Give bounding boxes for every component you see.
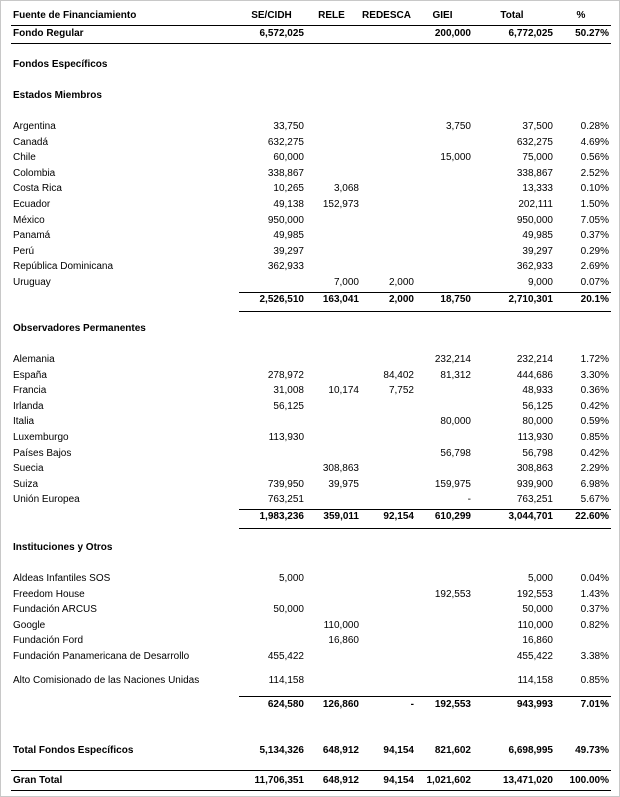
table-row-rele (304, 150, 359, 166)
table-row-percent: 5.67% (580, 494, 609, 506)
instituciones-subtotal-row (1, 697, 620, 713)
table-row-rele (304, 368, 359, 384)
table-row-se-cidh (239, 446, 304, 462)
table-row (1, 259, 620, 275)
table-row-rele (304, 119, 359, 135)
table-row-redesca (359, 135, 414, 151)
section-observadores (1, 321, 620, 337)
table-row-total: 113,930 (517, 432, 553, 443)
table-row-giei: 56,798 (440, 447, 471, 459)
table-row-percent: 0.10% (580, 183, 609, 195)
table-row (1, 244, 620, 260)
table-row (1, 673, 620, 689)
table-header-giei: GIEI (432, 10, 453, 21)
table-row-source: Aldeas Infantiles SOS (13, 573, 111, 584)
table-row-se-cidh: 632,275 (267, 136, 304, 148)
table-row-percent: 3.38% (580, 651, 609, 662)
table-row-se-cidh (239, 414, 304, 430)
table-row-source: Italia (13, 416, 35, 428)
observadores-subtotal-double-rule (239, 528, 611, 529)
fondo-regular-row-rele (304, 26, 359, 42)
table-row-rele (304, 352, 359, 368)
observadores-subtotal-row-percent: 22.60% (575, 511, 609, 522)
table-row-giei (414, 673, 471, 689)
table-row (1, 633, 620, 649)
estados-subtotal-row-se-cidh: 2,526,510 (259, 294, 304, 305)
table-row (1, 414, 620, 430)
total-especificos-row-redesca: 94,154 (383, 745, 414, 756)
table-row-percent: 0.85% (580, 675, 609, 686)
table-row-total: 48,933 (522, 385, 553, 397)
section-fondos-especificos (1, 57, 620, 73)
table-row-se-cidh: 455,422 (267, 651, 304, 662)
table-row-percent: 0.82% (580, 619, 609, 631)
table-row-se-cidh: 362,933 (267, 261, 304, 273)
table-row-redesca (359, 571, 414, 587)
table-row (1, 352, 620, 368)
estados-subtotal-row-redesca: 2,000 (388, 294, 414, 305)
table-row-rele: 308,863 (322, 463, 359, 475)
estados-subtotal-row (1, 292, 620, 308)
table-row-giei (414, 275, 471, 291)
fondo-regular-row-se-cidh: 6,572,025 (259, 28, 304, 39)
table-row-giei: 232,214 (434, 354, 471, 365)
table-row-rele: 10,174 (328, 385, 359, 397)
total-especificos-row-rele: 648,912 (322, 745, 359, 756)
table-row-redesca (359, 259, 414, 275)
table-row-rele (304, 213, 359, 229)
table-row-percent: 0.29% (580, 245, 609, 257)
table-row-se-cidh: 49,138 (273, 199, 304, 210)
total-especificos-row-source: Total Fondos Específicos (13, 745, 134, 756)
table-row-rele (304, 602, 359, 618)
table-row (1, 119, 620, 135)
table-row-redesca (359, 477, 414, 493)
table-row-se-cidh (239, 352, 304, 368)
table-row-total: 16,860 (522, 635, 553, 647)
table-row-rele (304, 259, 359, 275)
observadores-subtotal-row-se-cidh: 1,983,236 (259, 511, 304, 522)
table-row-total: 362,933 (516, 261, 553, 273)
section-instituciones-label: Instituciones y Otros (13, 542, 113, 553)
gran-total-row (1, 773, 620, 789)
table-row-source: Colombia (13, 167, 56, 179)
observadores-subtotal-row-source (13, 509, 238, 525)
table-row-se-cidh: 10,265 (273, 183, 304, 195)
table-row-total: 455,422 (516, 651, 553, 662)
table-row-total: 950,000 (516, 214, 553, 226)
estados-subtotal-row-percent: 20.1% (580, 294, 609, 305)
table-row-redesca (359, 352, 414, 368)
table-row-total: 56,798 (522, 447, 553, 459)
section-estados-miembros-label: Estados Miembros (13, 90, 102, 101)
gran-total-row-redesca: 94,154 (383, 775, 414, 786)
table-row-source: Google (13, 619, 46, 631)
table-row-se-cidh: 5,000 (278, 573, 304, 584)
estados-subtotal-row-rele: 163,041 (322, 294, 359, 305)
table-row-rele (304, 587, 359, 603)
table-row-total: 632,275 (516, 136, 553, 148)
table-row-percent: 2.52% (580, 167, 609, 179)
table-row-source: Ecuador (13, 199, 51, 210)
fondo-regular-row-giei: 200,000 (434, 28, 471, 39)
table-row-total: 80,000 (522, 416, 553, 428)
table-row-source: Perú (13, 245, 35, 257)
table-row-total: 49,985 (522, 230, 553, 242)
table-row-se-cidh: 114,158 (268, 675, 304, 686)
table-header (1, 8, 620, 24)
table-row-percent: 0.28% (580, 121, 609, 132)
table-row-percent: 7.05% (580, 214, 609, 226)
section-fondos-especificos-label: Fondos Específicos (13, 59, 108, 70)
total-especificos-row-se-cidh: 5,134,326 (259, 745, 304, 756)
instituciones-subtotal-row-total: 943,993 (516, 699, 553, 710)
table-row-redesca (359, 399, 414, 415)
table-header-se-cidh: SE/CIDH (251, 10, 292, 21)
table-row (1, 587, 620, 603)
table-row-se-cidh: 39,297 (273, 245, 304, 257)
table-row-redesca (359, 181, 414, 197)
table-row-percent: 1.50% (580, 199, 609, 210)
table-row-total: 444,686 (516, 369, 553, 381)
observadores-subtotal-row-redesca: 92,154 (383, 511, 414, 522)
table-row-source: Francia (13, 385, 47, 397)
table-row-redesca (359, 602, 414, 618)
table-row-total: 338,867 (516, 167, 553, 179)
table-row-redesca (359, 673, 414, 689)
table-row-redesca (359, 492, 414, 508)
table-row-source: Fundación Panamericana de Desarrollo (13, 651, 190, 662)
table-row-redesca (359, 197, 414, 213)
table-row-rele: 7,000 (333, 277, 359, 288)
table-row-source: Suecia (13, 463, 44, 475)
table-row-giei (414, 618, 471, 634)
table-header-total: Total (500, 10, 524, 21)
table-row-se-cidh: 763,251 (267, 494, 304, 506)
table-row-se-cidh: 950,000 (267, 214, 304, 226)
table-row-se-cidh (239, 633, 304, 649)
table-row-redesca (359, 213, 414, 229)
observadores-subtotal-row (1, 509, 620, 525)
table-row-se-cidh: 49,985 (273, 230, 304, 242)
table-row-redesca (359, 633, 414, 649)
table-row-giei (414, 649, 471, 665)
gran-total-row-rele: 648,912 (322, 775, 359, 786)
table-row-redesca (359, 587, 414, 603)
estados-subtotal-double-rule (239, 311, 611, 312)
table-row-giei (414, 571, 471, 587)
table-row-giei (414, 228, 471, 244)
table-row-percent: 3.30% (580, 369, 609, 381)
table-row (1, 618, 620, 634)
table-row-rele (304, 135, 359, 151)
section-estados-miembros (1, 88, 620, 104)
table-row-source: Costa Rica (13, 183, 62, 195)
gran-total-row-total: 13,471,020 (502, 775, 553, 786)
table-row-source: Fundación ARCUS (13, 604, 97, 616)
table-row-percent: 0.37% (580, 230, 609, 242)
table-row-percent: 4.69% (580, 136, 609, 148)
table-header-percent: % (576, 10, 586, 21)
table-row-total: 308,863 (516, 463, 553, 475)
table-row-total: 110,000 (517, 619, 553, 631)
table-row-percent: 0.36% (580, 385, 609, 397)
table-row-redesca (359, 150, 414, 166)
table-row (1, 649, 620, 665)
table-row-percent: 2.29% (580, 463, 609, 475)
table-row-percent: 0.59% (580, 416, 609, 428)
table-row-source: Freedom House (13, 588, 85, 600)
table-row-percent: 1.43% (580, 588, 609, 600)
table-row-total: 75,000 (522, 152, 553, 164)
table-row-se-cidh: 278,972 (267, 369, 304, 381)
fondo-regular-row-source: Fondo Regular (13, 28, 84, 39)
table-row-percent: 6.98% (580, 478, 609, 490)
table-row (1, 150, 620, 166)
table-row (1, 275, 620, 291)
table-row-percent: 0.56% (580, 152, 609, 164)
instituciones-subtotal-row-giei: 192,553 (434, 699, 471, 710)
table-row-se-cidh: 338,867 (267, 167, 304, 179)
table-row-source: Argentina (13, 121, 56, 132)
table-row-total: 192,553 (516, 588, 553, 600)
table-row-se-cidh: 60,000 (273, 152, 304, 164)
table-row-total: 5,000 (527, 573, 553, 584)
gran-total-row-giei: 1,021,602 (426, 775, 471, 786)
table-row-redesca (359, 166, 414, 182)
table-row-giei (414, 166, 471, 182)
table-row-rele (304, 414, 359, 430)
table-row-percent: 2.69% (580, 261, 609, 273)
table-row-redesca (359, 649, 414, 665)
table-row-source: Irlanda (13, 400, 44, 412)
table-row (1, 571, 620, 587)
table-row (1, 135, 620, 151)
table-row-total: 37,500 (522, 121, 553, 132)
table-row (1, 461, 620, 477)
table-row-percent: 0.07% (580, 277, 609, 288)
gran-total-row-se-cidh: 11,706,351 (254, 775, 304, 786)
gran-total-top-rule (11, 770, 611, 771)
table-row-giei (414, 197, 471, 213)
table-row-redesca (359, 119, 414, 135)
observadores-subtotal-row-giei: 610,299 (434, 511, 471, 522)
table-row-se-cidh: 113,930 (268, 432, 304, 443)
table-row-percent: 0.42% (580, 447, 609, 459)
table-row-giei: - (467, 494, 471, 506)
table-row-se-cidh: 739,950 (267, 478, 304, 490)
table-row-total: 939,900 (516, 478, 553, 490)
table-row-giei: 81,312 (440, 369, 471, 381)
gran-total-bottom-rule (11, 790, 611, 791)
table-row-source: Canadá (13, 136, 49, 148)
table-row-rele (304, 228, 359, 244)
table-row-source: Uruguay (13, 277, 51, 288)
table-row-se-cidh (239, 461, 304, 477)
table-row-giei (414, 181, 471, 197)
total-especificos-row-giei: 821,602 (434, 745, 471, 756)
gran-total-row-percent: 100.00% (569, 775, 609, 786)
table-row (1, 181, 620, 197)
table-row-total: 114,158 (517, 675, 553, 686)
table-row (1, 430, 620, 446)
table-row-source: Alemania (13, 354, 55, 365)
table-row (1, 602, 620, 618)
table-row-source: Fundación Ford (13, 635, 84, 647)
table-row-giei (414, 602, 471, 618)
table-row-se-cidh: 33,750 (273, 121, 304, 132)
table-row-giei: 3,750 (445, 121, 471, 132)
table-row-giei (414, 430, 471, 446)
observadores-subtotal-row-total: 3,044,701 (508, 511, 553, 522)
table-row-giei: 192,553 (434, 588, 471, 600)
fondo-regular-row-redesca (359, 26, 414, 42)
table-row-rele (304, 446, 359, 462)
instituciones-subtotal-row-se-cidh: 624,580 (267, 699, 304, 710)
table-row-total: 50,000 (522, 604, 553, 616)
table-row-percent: 0.37% (580, 604, 609, 616)
table-row-source: Luxemburgo (13, 432, 69, 443)
section-instituciones (1, 540, 620, 556)
table-row (1, 477, 620, 493)
section-observadores-label: Observadores Permanentes (13, 323, 146, 334)
table-row-percent (553, 633, 609, 649)
table-row-source: México (13, 214, 45, 226)
table-row-percent: 0.42% (580, 400, 609, 412)
table-row-redesca: 2,000 (388, 277, 414, 288)
table-row-redesca: 84,402 (383, 369, 414, 381)
table-row-se-cidh: 50,000 (273, 604, 304, 616)
fondo-regular-row-total: 6,772,025 (508, 28, 553, 39)
fondo-regular-row-percent: 50.27% (575, 28, 609, 39)
table-row (1, 492, 620, 508)
table-row-total: 39,297 (522, 245, 553, 257)
instituciones-subtotal-row-rele: 126,860 (322, 699, 359, 710)
table-row-rele: 110,000 (323, 619, 359, 631)
table-row-redesca: 7,752 (388, 385, 414, 397)
table-row-redesca (359, 244, 414, 260)
table-row-giei (414, 383, 471, 399)
table-row-giei (414, 461, 471, 477)
table-row-giei: 80,000 (440, 416, 471, 428)
total-especificos-row-total: 6,698,995 (508, 745, 553, 756)
table-row-se-cidh (239, 587, 304, 603)
estados-subtotal-row-total: 2,710,301 (508, 294, 553, 305)
table-row-source: Unión Europea (13, 494, 80, 506)
table-row-total: 56,125 (522, 400, 553, 412)
table-row-se-cidh: 31,008 (273, 385, 304, 397)
table-row (1, 228, 620, 244)
table-row-rele (304, 399, 359, 415)
table-row (1, 399, 620, 415)
table-row-redesca (359, 618, 414, 634)
instituciones-subtotal-row-source (13, 697, 238, 713)
table-row-rele: 39,975 (328, 478, 359, 490)
table-row-redesca (359, 414, 414, 430)
instituciones-subtotal-row-redesca: - (410, 699, 414, 710)
instituciones-subtotal-row-percent: 7.01% (580, 699, 609, 710)
table-row-percent: 0.04% (580, 573, 609, 584)
table-row-giei (414, 633, 471, 649)
table-row-rele (304, 244, 359, 260)
table-row-source: Chile (13, 152, 36, 164)
table-row-giei (414, 259, 471, 275)
table-header-source: Fuente de Financiamiento (13, 10, 137, 21)
table-row-total: 9,000 (527, 277, 553, 288)
table-row-percent: 0.85% (580, 432, 609, 443)
table-row-rele: 152,973 (322, 199, 359, 210)
table-row (1, 213, 620, 229)
estados-subtotal-row-giei: 18,750 (440, 294, 471, 305)
table-row-source: Alto Comisionado de las Naciones Unidas (13, 675, 200, 686)
table-row-se-cidh (239, 275, 304, 291)
table-row-rele (304, 673, 359, 689)
table-row-source: República Dominicana (13, 261, 114, 273)
estados-subtotal-row-source (13, 292, 238, 308)
total-especificos-row-percent: 49.73% (575, 745, 609, 756)
table-row-redesca (359, 461, 414, 477)
table-row (1, 368, 620, 384)
table-row-redesca (359, 228, 414, 244)
table-row-rele (304, 649, 359, 665)
table-row-total: 13,333 (522, 183, 553, 195)
table-row-se-cidh: 56,125 (273, 400, 304, 412)
total-especificos-row (1, 743, 620, 759)
table-row-giei (414, 213, 471, 229)
table-row-se-cidh (239, 618, 304, 634)
table-row (1, 197, 620, 213)
fondo-regular-rule (11, 43, 611, 44)
table-row (1, 446, 620, 462)
table-row-rele (304, 166, 359, 182)
table-row-rele (304, 492, 359, 508)
table-row-total: 232,214 (516, 354, 553, 365)
table-row (1, 166, 620, 182)
table-header-redesca: REDESCA (362, 10, 411, 21)
table-row-giei (414, 399, 471, 415)
table-row-source: Países Bajos (13, 447, 72, 459)
table-row-redesca (359, 446, 414, 462)
table-row-rele (304, 571, 359, 587)
observadores-subtotal-row-rele: 359,011 (323, 511, 359, 522)
gran-total-row-source: Gran Total (13, 775, 63, 786)
table-row-giei (414, 244, 471, 260)
table-row-rele (304, 430, 359, 446)
table-row-total: 763,251 (516, 494, 553, 506)
table-row-giei (414, 135, 471, 151)
table-row-total: 202,111 (518, 199, 553, 210)
table-row-giei: 159,975 (434, 478, 471, 490)
table-row-rele: 16,860 (328, 635, 359, 647)
fondo-regular-row (1, 26, 620, 42)
table-row-rele: 3,068 (333, 183, 359, 195)
table-row-source: Panamá (13, 230, 51, 242)
table-row (1, 383, 620, 399)
table-row-redesca (359, 430, 414, 446)
table-row-source: España (13, 369, 47, 381)
table-row-source: Suiza (13, 478, 39, 490)
table-row-giei: 15,000 (440, 152, 471, 164)
table-row-percent: 1.72% (580, 354, 609, 365)
table-header-rele: RELE (318, 10, 345, 21)
